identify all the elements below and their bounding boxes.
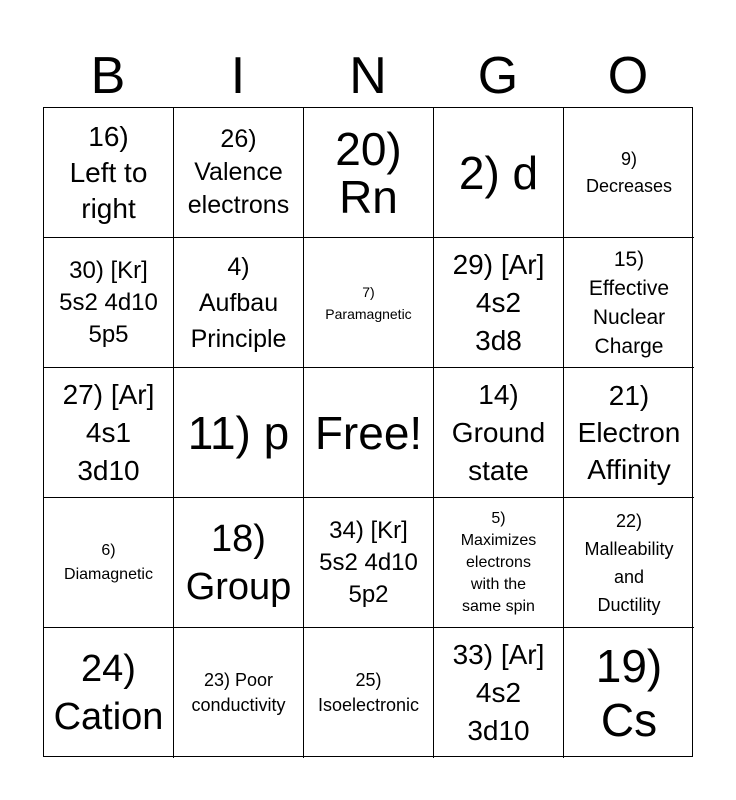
cell-text: 4) Aufbau Principle <box>190 252 287 353</box>
bingo-cell[interactable] <box>174 498 304 628</box>
bingo-cell[interactable] <box>434 498 564 628</box>
cell-text: 22) Malleability and Ductility <box>584 510 674 615</box>
cell-text: 24) Cation <box>53 648 164 738</box>
bingo-cell[interactable] <box>174 628 304 758</box>
bingo-cell[interactable] <box>44 238 174 368</box>
bingo-cell[interactable] <box>564 238 694 368</box>
cell-text: 5) Maximizes electrons with the same spin <box>460 509 537 615</box>
bingo-cell[interactable] <box>434 238 564 368</box>
cell-text: 33) [Ar] 4s2 3d10 <box>452 639 545 746</box>
header-letter-i: I <box>230 47 246 105</box>
cell-text: 11) p <box>187 406 290 459</box>
cell-text: 23) Poor conductivity <box>191 670 286 715</box>
bingo-cell[interactable] <box>304 628 434 758</box>
bingo-cell[interactable] <box>304 238 434 368</box>
bingo-cell[interactable] <box>564 108 694 238</box>
cell-text: 6) Diamagnetic <box>64 541 153 583</box>
bingo-cell[interactable] <box>304 108 434 238</box>
cell-text: 9) Decreases <box>585 148 673 196</box>
cell-text: 30) [Kr] 5s2 4d10 5p5 <box>59 256 158 348</box>
header-letter-n: N <box>349 47 387 105</box>
bingo-cell[interactable] <box>174 108 304 238</box>
bingo-cell[interactable] <box>44 108 174 238</box>
bingo-cell[interactable] <box>564 628 694 758</box>
bingo-cell[interactable] <box>174 368 304 498</box>
bingo-cell[interactable] <box>304 498 434 628</box>
bingo-cell[interactable] <box>44 368 174 498</box>
bingo-cell[interactable] <box>434 108 564 238</box>
cell-text: 29) [Ar] 4s2 3d8 <box>452 248 545 356</box>
bingo-cell[interactable] <box>564 498 694 628</box>
bingo-cell[interactable] <box>44 628 174 758</box>
cell-text: 20) Rn <box>335 122 402 223</box>
cell-text: 7) Paramagnetic <box>325 283 412 322</box>
header-letter-o: O <box>607 47 649 105</box>
cell-text: 19) Cs <box>595 640 663 746</box>
free-space[interactable] <box>304 368 434 498</box>
header-letter-g: G <box>477 47 519 105</box>
cell-text: 2) d <box>458 146 539 199</box>
cell-text: 27) [Ar] 4s1 3d10 <box>62 378 155 486</box>
bingo-header <box>43 44 693 108</box>
cell-text: 18) Group <box>185 517 292 608</box>
bingo-cell[interactable] <box>434 368 564 498</box>
header-letter-b: B <box>90 47 126 105</box>
cell-text: 34) [Kr] 5s2 4d10 5p2 <box>319 516 418 608</box>
cell-text: 26) Valence electrons <box>187 125 290 219</box>
bingo-cell[interactable] <box>564 368 694 498</box>
cell-text: 14) Ground state <box>451 378 546 486</box>
cell-text: 15) Effective Nuclear Charge <box>588 247 670 358</box>
bingo-cell[interactable] <box>44 498 174 628</box>
cell-text: Free! <box>314 406 423 459</box>
cell-text: 21) Electron Affinity <box>577 380 681 485</box>
bingo-cell[interactable] <box>434 628 564 758</box>
bingo-cell[interactable] <box>174 238 304 368</box>
cell-text: 16) Left to right <box>69 120 148 224</box>
cell-text: 25) Isoelectronic <box>317 670 420 715</box>
bingo-board <box>43 107 693 757</box>
